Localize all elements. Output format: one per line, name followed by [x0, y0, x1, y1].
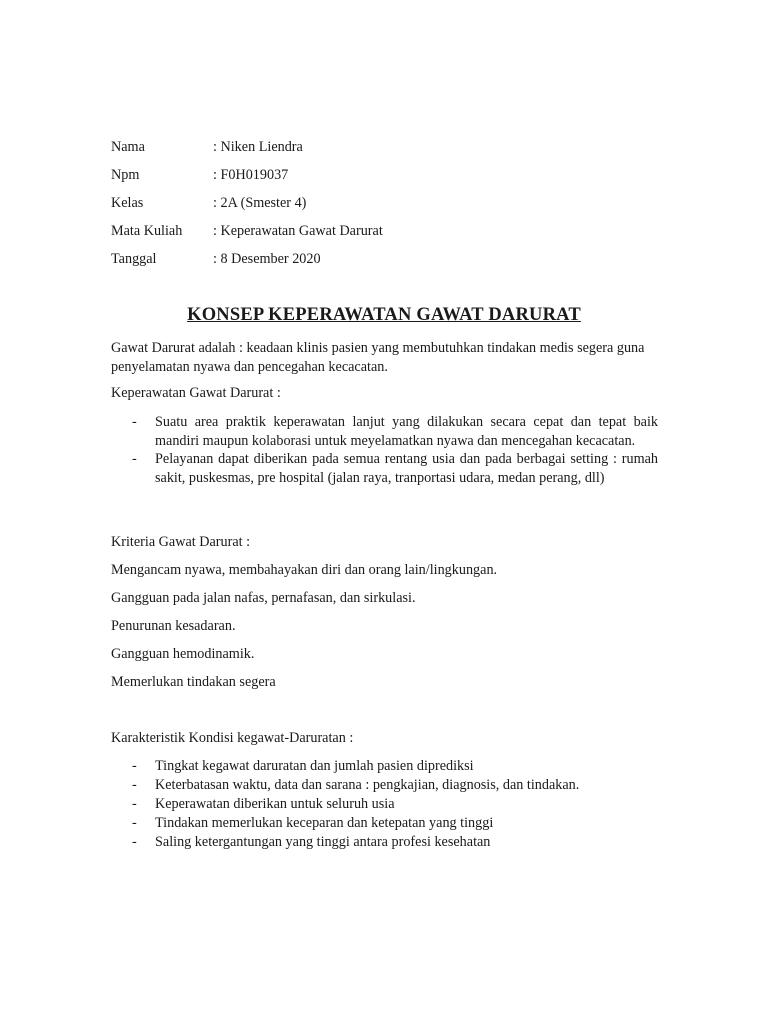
- info-label: Npm: [111, 167, 140, 183]
- dash-bullet: -: [132, 414, 137, 430]
- list-item-text: Saling ketergantungan yang tinggi antara profesi kesehatan: [155, 834, 491, 850]
- kriteria-heading: Kriteria Gawat Darurat :: [111, 534, 251, 550]
- list-item: [111, 833, 658, 852]
- keperawatan-heading: Keperawatan Gawat Darurat :: [111, 385, 281, 401]
- info-label: Mata Kuliah: [111, 223, 183, 239]
- info-value: : 8 Desember 2020: [213, 251, 321, 267]
- definition-block: [111, 339, 658, 377]
- list-item-text: Keterbatasan waktu, data dan sarana : pengkajian, diagnosis, dan tindakan.: [155, 777, 580, 793]
- list-item: [111, 413, 658, 450]
- list-item: [111, 776, 658, 795]
- dash-bullet: -: [132, 815, 137, 831]
- kriteria-item: Gangguan pada jalan nafas, pernafasan, dan sirkulasi.: [111, 590, 416, 606]
- info-value: : Keperawatan Gawat Darurat: [213, 223, 383, 239]
- definition-text: Gawat Darurat adalah : keadaan klinis pasien yang membutuhkan tindakan medis segera guna penyelamatan nyawa dan pencegahan kecacatan.: [111, 340, 645, 375]
- list-item-text: Tingkat kegawat daruratan dan jumlah pasien diprediksi: [155, 758, 474, 774]
- info-value: : F0H019037: [213, 167, 289, 183]
- list-item: [111, 450, 658, 487]
- kriteria-item: Memerlukan tindakan segera: [111, 674, 276, 690]
- info-label: Tanggal: [111, 251, 157, 267]
- dash-bullet: -: [132, 777, 137, 793]
- karakteristik-heading: Karakteristik Kondisi kegawat-Daruratan :: [111, 730, 354, 746]
- info-label: Kelas: [111, 195, 144, 211]
- list-item-text: Keperawatan diberikan untuk seluruh usia: [155, 796, 395, 812]
- kriteria-item: Mengancam nyawa, membahayakan diri dan orang lain/lingkungan.: [111, 562, 498, 578]
- list-item: [111, 814, 658, 833]
- keperawatan-list: [111, 413, 658, 487]
- karakteristik-list: [111, 757, 658, 852]
- dash-bullet: -: [132, 758, 137, 774]
- info-label: Nama: [111, 139, 145, 155]
- dash-bullet: -: [132, 796, 137, 812]
- list-item: [111, 757, 658, 776]
- info-value: : Niken Liendra: [213, 139, 303, 155]
- dash-bullet: -: [132, 834, 137, 850]
- list-item-text: Pelayanan dapat diberikan pada semua rentang usia dan pada berbagai setting : rumah sakit, puskesmas, pre hospital (jalan raya, tranportasi udara, medan perang, dll): [155, 451, 658, 486]
- list-item-text: Tindakan memerlukan keceparan dan ketepatan yang tinggi: [155, 815, 494, 831]
- info-value: : 2A (Smester 4): [213, 195, 307, 211]
- kriteria-item: Gangguan hemodinamik.: [111, 646, 255, 662]
- list-item: [111, 795, 658, 814]
- list-item-text: Suatu area praktik keperawatan lanjut yang dilakukan secara cepat dan tepat baik mandiri maupun kolaborasi untuk meyelamatkan nyawa dan mencegahan kecacatan.: [155, 414, 658, 449]
- dash-bullet: -: [132, 451, 137, 467]
- document-title: KONSEP KEPERAWATAN GAWAT DARURAT: [187, 305, 581, 325]
- kriteria-item: Penurunan kesadaran.: [111, 618, 236, 634]
